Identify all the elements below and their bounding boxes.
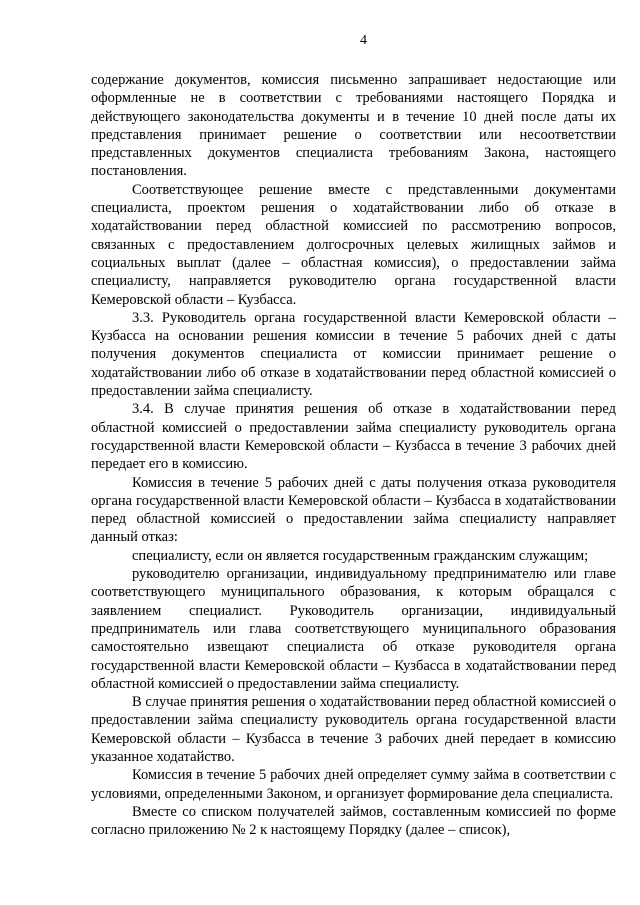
paragraph-to-specialist: специалисту, если он является государственным гражданским служащим; [132,547,589,564]
paragraph-3-3: 3.3. Руководитель органа государственной власти Кемеровской области – Кузбасса на основании решения комиссии в течение 5 рабочих дней с даты получения документов специалиста от комиссии принимает решение о ходатайствовании либо об отказе в ходатайствовании перед областной комиссией о предоставлении займа специалисту. [91,309,616,400]
paragraph-decision-sent: Соответствующее решение вместе с представленными документами специалиста, проектом решения о ходатайствовании либо об отказе в ходатайствовании перед областной комиссией по рассмотрению вопросов, связанных с предоставлением долгосрочных целевых жилищных займов и социальных выплат (далее – областная комиссия), о предоставлении займа специалисту, направляется руководителю органа государственной власти Кемеровской области – Кузбасса. [91,181,616,308]
paragraph-recipients-list: Вместе со списком получателей займов, составленным комиссией по форме согласно приложению № 2 к настоящему Порядку (далее – список), [91,803,616,839]
paragraph-loan-amount: Комиссия в течение 5 рабочих дней определяет сумму займа в соответствии с условиями, определенными Законом, и организует формирование дела специалиста. [91,767,616,802]
paragraph-petition-decision: В случае принятия решения о ходатайствовании перед областной комиссией о предоставлении займа специалисту руководитель органа государственной власти Кемеровской области – Кузбасса в течение 3 рабочих дней передает в комиссию указанное ходатайство. [91,694,616,765]
page-number: 4 [360,33,367,48]
paragraph-documents-request: содержание документов, комиссия письменно запрашивает недостающие или оформленные не в соответствии с требованиями настоящего Порядка и действующего законодательства документы и в течение 10 дней после даты их представления принимает решение о соответствии или несоответствии представленных документов специалиста требованиям Закона, настоящего постановления. [91,72,616,180]
paragraph-to-head-of-organization: руководителю организации, индивидуальному предпринимателю или главе соответствующего муниципального образования, к которым обращался с заявлением специалист. Руководитель организации, индивидуальный предприниматель или глава соответствующего муниципального образования самостоятельно извещают специалиста об отказе руководителя органа государственной власти Кемеровской области – Кузбасса в ходатайствовании перед областной комиссией о предоставлении займа специалисту. [91,566,616,692]
paragraph-3-4: 3.4. В случае принятия решения об отказе в ходатайствовании перед областной комиссией о предоставлении займа специалисту руководитель органа государственной власти Кемеровской области – Кузбасса в течение 3 рабочих дней передает его в комиссию. [91,401,616,473]
paragraph-commission-refusal: Комиссия в течение 5 рабочих дней с даты получения отказа руководителя органа государственной власти Кемеровской области – Кузбасса в ходатайствовании перед областной комиссией о предоставлении займа специалисту направляет данный отказ: [91,474,616,546]
